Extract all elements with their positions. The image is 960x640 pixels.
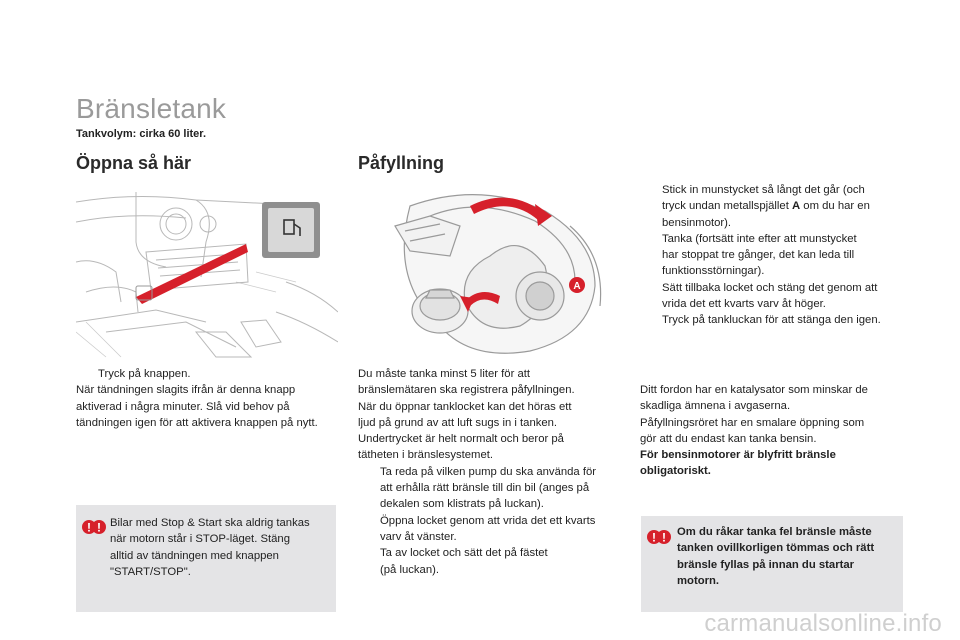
right-bullets xyxy=(640,182,908,329)
page-title: Bränsletank xyxy=(76,93,227,124)
middle-text: Du måste tanka minst 5 liter för att bränslemätaren ska registrera påfyllningen. När du öppnar tanklocket kan det höras ett ljud på grund av att luft sugs in i tanken. Undertrycket är helt normalt och beror på tätheten i bränslesystemet. Ta reda på vilken pump du ska använda för att erhålla rätt bränsle till din bil (anges på dekalen som klistrats på luckan). Öppna locket genom att vrida det ett kvarts varv åt vänster. Ta av locket och sätt det på fästet (på luckan). xyxy=(358,366,633,578)
list-item: Öppna locket genom att vrida det ett kvarts varv åt vänster. xyxy=(380,514,596,543)
dashboard-illustration xyxy=(76,182,338,360)
warning-box-right xyxy=(641,516,903,612)
warning-line: motorn. xyxy=(677,574,720,587)
warning-line: tanken ovillkorligen tömmas och rätt xyxy=(677,542,875,555)
right-text: Ditt fordon har en katalysator som minskar de skadliga ämnena i avgaserna. Påfyllningsröret har en smalare öppning som gör att du endast kan tanka bensin. För bensinmotorer är blyfritt bränsle obligatoriskt. xyxy=(640,384,868,478)
svg-text:!: ! xyxy=(87,520,91,535)
warning-line: när motorn står i STOP-läget. Stäng xyxy=(110,533,290,546)
warning-line: Bilar med Stop & Start ska aldrig tankas xyxy=(110,517,310,529)
svg-text:!: ! xyxy=(652,530,656,545)
list-item: Ta reda på vilken pump du ska använda för att erhålla rätt bränsle till din bil (anges på dekalen som klistrats på luckan). xyxy=(380,465,597,511)
label-a: A xyxy=(573,281,581,292)
list-item: Ta av locket och sätt det på fästet (på luckan). xyxy=(380,547,548,576)
warning-box-left xyxy=(76,505,336,612)
list-item: Tryck på knappen. xyxy=(98,368,191,380)
middle-heading: Påfyllning xyxy=(358,153,445,173)
list-item: Stick in munstycket så långt det går (och tryck undan metallspjället A om du har en bensinmotor). xyxy=(662,184,870,229)
list-item: Tryck på tankluckan för att stänga den igen. xyxy=(662,314,881,327)
svg-text:!: ! xyxy=(662,530,666,545)
warning-line: bränsle fyllas på innan du startar xyxy=(677,558,855,571)
left-text: Tryck på knappen. När tändningen slagits ifrån är denna knapp aktiverad i några minuter. Slå vid behov på tändningen igen för att aktivera knappen på nytt. xyxy=(76,366,344,431)
left-heading: Öppna så här xyxy=(76,153,192,173)
list-item: Tanka (fortsätt inte efter att munstycket har stoppat tre gånger, det kan leda till funktionsstörningar). xyxy=(662,232,857,278)
warning-icon xyxy=(647,525,671,549)
page-subtitle: Tankvolym: cirka 60 liter. xyxy=(76,128,207,140)
warning-line: Om du råkar tanka fel bränsle måste xyxy=(677,526,872,538)
footer-watermark: carmanualsonline.info xyxy=(704,610,942,637)
fuel-cap-illustration xyxy=(370,186,618,356)
warning-icon xyxy=(82,515,106,539)
list-item: Sätt tillbaka locket och stäng det genom att vrida det ett kvarts varv åt höger. xyxy=(662,281,878,311)
warning-line: alltid av tändningen med knappen xyxy=(110,549,279,562)
warning-line: "START/STOP". xyxy=(110,565,191,578)
svg-text:!: ! xyxy=(97,520,101,535)
